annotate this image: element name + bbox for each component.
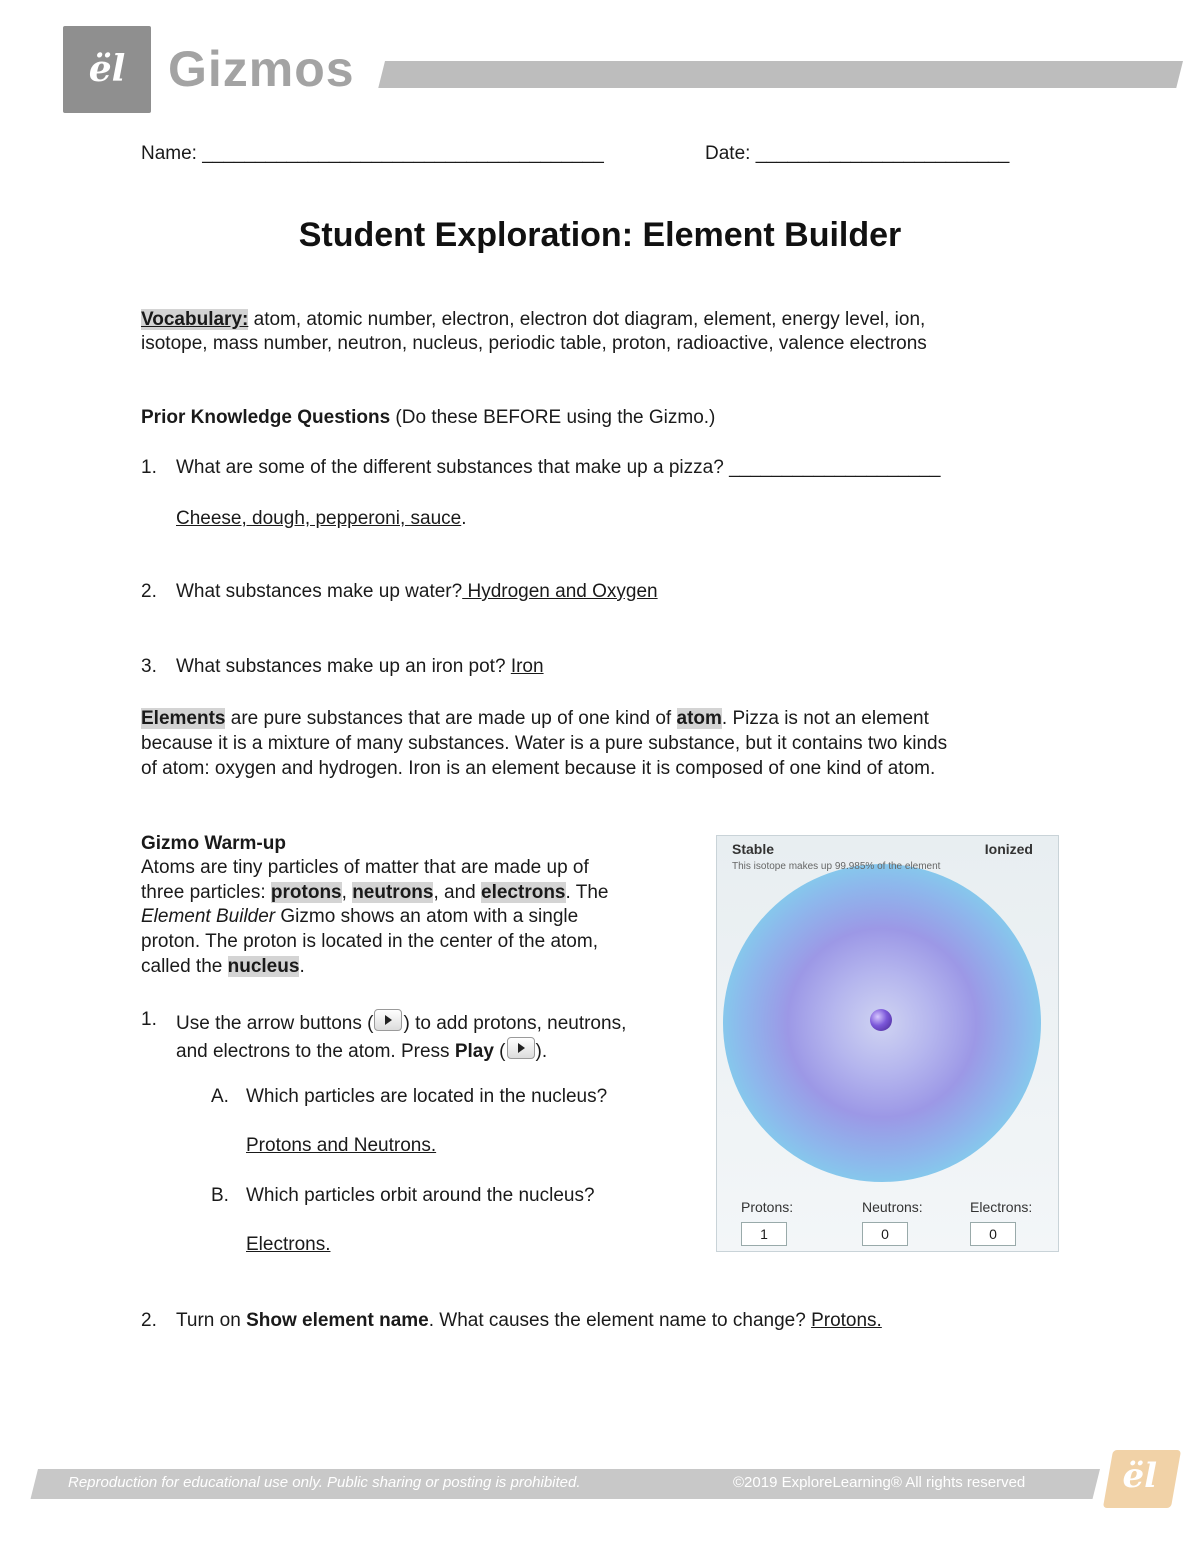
- term-electrons: electrons: [481, 882, 566, 903]
- vocabulary-line-1: [141, 309, 925, 331]
- prior-q1-number: 1.: [141, 457, 157, 478]
- isotope-note: This isotope makes up 99.985% of the element: [732, 861, 941, 872]
- warmup-line-2: [141, 882, 608, 904]
- prior-q1-answer-text: Cheese, dough, pepperoni, sauce: [176, 508, 462, 529]
- warmup-line-3-text: Gizmo shows an atom with a single: [275, 906, 579, 927]
- date-label: Date:: [705, 143, 751, 164]
- neutrons-count[interactable]: 0: [862, 1222, 908, 1246]
- name-label: Name:: [141, 143, 197, 164]
- term-atom: atom: [676, 708, 722, 729]
- warmup-line-1: Atoms are tiny particles of matter that are made up of: [141, 857, 589, 878]
- vocabulary-terms-1: atom, atomic number, electron, electron dot diagram, element, energy level, ion,: [248, 309, 926, 330]
- elements-paragraph-line-1: [141, 708, 929, 730]
- warmup-line-5-end: .: [299, 956, 305, 977]
- warmup-q1-line-1: [176, 1009, 626, 1035]
- warmup-line-5-text: called the: [141, 956, 228, 977]
- term-nucleus: nucleus: [227, 956, 300, 977]
- prior-q3: [176, 656, 544, 678]
- elements-paragraph-line-2: because it is a mixture of many substances. Water is a pure substance, but it contains two kinds: [141, 733, 948, 754]
- warmup-q1-number: 1.: [141, 1009, 157, 1030]
- warmup-comma: ,: [341, 882, 353, 903]
- elements-paragraph-line-3: of atom: oxygen and hydrogen. Iron is an element because it is composed of one kind of atom.: [141, 758, 936, 779]
- warmup-q2: [176, 1310, 882, 1332]
- warmup-line-3: [141, 906, 578, 928]
- warmup-q1-text-c: and electrons to the atom. Press: [176, 1041, 455, 1062]
- prior-q1-text: What are some of the different substances that make up a pizza? ____________________: [176, 457, 941, 478]
- show-element-name-term: Show element name: [246, 1310, 429, 1331]
- warmup-q1b-letter: B.: [211, 1185, 229, 1206]
- prior-q1-answer[interactable]: [176, 508, 467, 530]
- prior-q3-text: What substances make up an iron pot?: [176, 656, 511, 677]
- prior-q2-number: 2.: [141, 581, 157, 602]
- neutrons-label: Neutrons:: [862, 1199, 923, 1215]
- page-title: Student Exploration: Element Builder: [298, 216, 902, 254]
- vocabulary-label: Vocabulary:: [141, 309, 249, 330]
- elements-text-2: . Pizza is not an element: [721, 708, 929, 729]
- logo-mark: ël: [88, 48, 126, 90]
- warmup-line-4: proton. The proton is located in the center of the atom,: [141, 931, 598, 952]
- prior-note: (Do these BEFORE using the Gizmo.): [390, 407, 716, 428]
- name-field[interactable]: ______________________________________: [202, 143, 604, 164]
- gizmo-name: Element Builder: [141, 906, 276, 927]
- warmup-q1b-answer[interactable]: Electrons.: [246, 1234, 331, 1255]
- warmup-heading: Gizmo Warm-up: [141, 833, 286, 854]
- footer-logo-mark: ël: [1122, 1456, 1158, 1496]
- warmup-q1-text-b: ) to add protons, neutrons,: [403, 1013, 627, 1034]
- warmup-and: , and: [433, 882, 482, 903]
- warmup-text-end: . The: [565, 882, 609, 903]
- warmup-q1a-answer[interactable]: Protons and Neutrons.: [246, 1135, 437, 1156]
- warmup-q1a-letter: A.: [211, 1086, 229, 1107]
- elements-text-1: are pure substances that are made up of one kind of: [225, 708, 677, 729]
- warmup-text: three particles:: [141, 882, 271, 903]
- warmup-q2-number: 2.: [141, 1310, 157, 1331]
- prior-q3-answer[interactable]: Iron: [510, 656, 544, 677]
- warmup-q2-answer[interactable]: Protons.: [811, 1310, 882, 1331]
- warmup-q1-text-e: ).: [535, 1041, 548, 1062]
- warmup-q1a-text: Which particles are located in the nucleus?: [246, 1086, 608, 1107]
- vocabulary-line-2: isotope, mass number, neutron, nucleus, periodic table, proton, radioactive, valence electrons: [141, 333, 927, 354]
- term-elements: Elements: [141, 708, 226, 729]
- prior-heading: Prior Knowledge Questions: [141, 407, 391, 428]
- prior-q1-answer-end: .: [461, 508, 467, 529]
- warmup-q1b-text: Which particles orbit around the nucleus?: [246, 1185, 595, 1206]
- gizmo-screenshot: [716, 835, 1059, 1252]
- name-row: [141, 143, 604, 165]
- arrow-button-icon: [374, 1009, 402, 1031]
- warmup-line-5: [141, 956, 305, 978]
- prior-knowledge-heading: [141, 407, 715, 429]
- warmup-q1-text-a: Use the arrow buttons (: [176, 1013, 374, 1034]
- footer-reproduction-notice: Reproduction for educational use only. Public sharing or posting is prohibited.: [68, 1474, 581, 1491]
- electrons-label: Electrons:: [970, 1199, 1033, 1215]
- warmup-q2-text-b: . What causes the element name to change?: [428, 1310, 812, 1331]
- warmup-q1-text-d: (: [493, 1041, 506, 1062]
- prior-q3-number: 3.: [141, 656, 157, 677]
- prior-q2: [176, 581, 658, 603]
- proton-particle: [870, 1009, 892, 1031]
- ionized-label: Ionized: [984, 841, 1033, 857]
- warmup-q1-line-2: [176, 1037, 547, 1063]
- warmup-q2-text-a: Turn on: [176, 1310, 247, 1331]
- term-protons: protons: [270, 882, 342, 903]
- stable-label: Stable: [732, 841, 775, 857]
- header-bar: [378, 61, 1183, 88]
- protons-count[interactable]: 1: [741, 1222, 787, 1246]
- date-field[interactable]: ________________________: [755, 143, 1010, 164]
- protons-label: Protons:: [741, 1199, 794, 1215]
- prior-q2-text: What substances make up water?: [176, 581, 463, 602]
- term-neutrons: neutrons: [352, 882, 434, 903]
- footer-logo: [1103, 1450, 1181, 1508]
- logo: [63, 26, 151, 113]
- date-row: [705, 143, 1009, 165]
- prior-q2-answer[interactable]: Hydrogen and Oxygen: [462, 581, 658, 602]
- footer-copyright: ©2019 ExploreLearning® All rights reserved: [733, 1474, 1026, 1491]
- play-button-icon: [507, 1037, 535, 1059]
- brand-name: Gizmos: [168, 41, 355, 97]
- play-term: Play: [454, 1041, 494, 1062]
- electrons-count[interactable]: 0: [970, 1222, 1016, 1246]
